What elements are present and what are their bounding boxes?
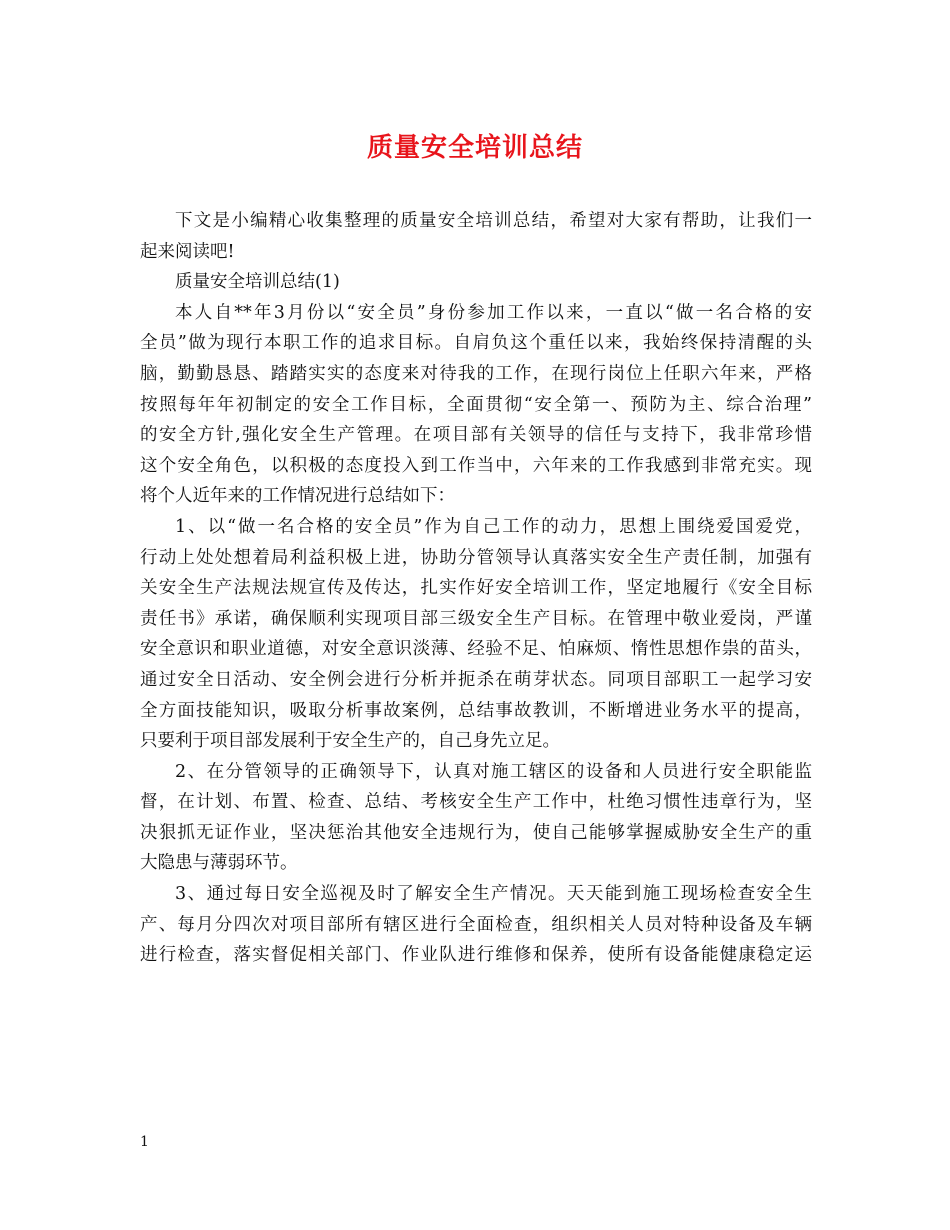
text-line: 进行检查，落实督促相关部门、作业队进行维修和保养，使所有设备能健康稳定运: [140, 945, 812, 966]
text-line: 3、通过每日安全巡视及时了解安全生产情况。天天能到施工现场检查安全生: [175, 884, 812, 905]
text-line: 通过安全日活动、安全例会进行分析并扼杀在萌芽状态。同项目部职工一起学习安: [140, 669, 812, 690]
text-line: 本人自**年3月份以“安全员”身份参加工作以来，一直以“做一名合格的安: [175, 302, 812, 323]
text-line: 这个安全角色，以积极的态度投入到工作当中，六年来的工作我感到非常充实。现: [140, 455, 812, 476]
text-line: 质量安全培训总结(1): [175, 272, 340, 293]
text-line: 关安全生产法规法规宣传及传达，扎实作好安全培训工作，坚定地履行《安全目标: [140, 578, 812, 599]
text-line: 下文是小编精心收集整理的质量安全培训总结，希望对大家有帮助，让我们一: [175, 211, 812, 231]
page-number: 1: [140, 1134, 149, 1150]
text-line: 将个人近年来的工作情况进行总结如下：: [140, 486, 455, 507]
text-line: 起来阅读吧!: [140, 241, 235, 262]
text-line: 产、每月分四次对项目部所有辖区进行全面检查，组织相关人员对特种设备及车辆: [140, 914, 812, 935]
text-line: 1、以“做一名合格的安全员”作为自己工作的动力，思想上围绕爱国爱党，: [175, 516, 812, 537]
text-line: 督，在计划、布置、检查、总结、考核安全生产工作中，杜绝习惯性违章行为，坚: [140, 792, 812, 813]
text-line: 脑，勤勤恳恳、踏踏实实的态度来对待我的工作，在现行岗位上任职六年来，严格: [140, 363, 812, 384]
document-body: [140, 206, 812, 971]
text-line: 的安全方针,强化安全生产管理。在项目部有关领导的信任与支持下，我非常珍惜: [140, 425, 812, 446]
text-line: 决狠抓无证作业，坚决惩治其他安全违规行为，使自己能够掌握威胁安全生产的重: [140, 822, 812, 843]
text-line: 只要利于项目部发展利于安全生产的，自己身先立足。: [140, 731, 560, 752]
text-line: 2、在分管领导的正确领导下，认真对施工辖区的设备和人员进行安全职能监: [175, 761, 812, 782]
text-line: 行动上处处想着局利益积极上进，协助分管领导认真落实安全生产责任制，加强有: [140, 547, 812, 568]
text-line: 大隐患与薄弱环节。: [140, 853, 298, 874]
document-title: 质量安全培训总结: [366, 133, 583, 163]
text-line: 全员”做为现行本职工作的追求目标。自肩负这个重任以来，我始终保持清醒的头: [140, 333, 812, 354]
text-line: 安全意识和职业道德，对安全意识淡薄、经验不足、怕麻烦、惰性思想作祟的苗头，: [140, 639, 812, 660]
text-line: 全方面技能知识，吸取分析事故案例，总结事故教训，不断增进业务水平的提高，: [140, 700, 812, 721]
text-line: 责任书》承诺，确保顺利实现项目部三级安全生产目标。在管理中敬业爱岗，严谨: [140, 608, 812, 629]
text-line: 按照每年年初制定的安全工作目标，全面贯彻“安全第一、预防为主、综合治理”: [140, 394, 812, 415]
